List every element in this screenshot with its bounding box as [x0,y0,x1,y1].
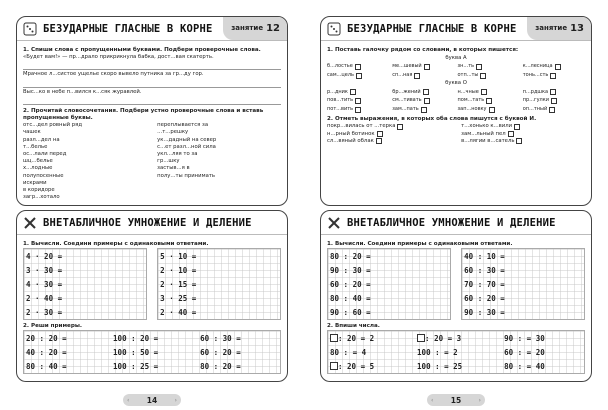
word-item [327,72,389,79]
phrase-item [461,123,520,130]
fill-text: 90 : = 30 [504,333,545,343]
word: пр...гулки [522,97,550,104]
example-row [24,359,280,373]
word-grid-o [327,89,585,114]
answer-box[interactable] [417,334,425,342]
fill-text: 80 : = 40 [504,361,545,371]
word-item [392,106,454,113]
answer-box[interactable] [330,334,338,342]
section-header [17,211,287,235]
example-column-right [157,248,281,320]
checkbox[interactable] [414,73,420,79]
phrase-item [327,123,396,130]
task-1-line-3: Выс...ко в небе п...вился к...сяк журавлей. [23,88,142,95]
word: отп...ты [457,72,479,79]
word-item [523,89,585,96]
phrase-item [327,138,386,145]
fill-example[interactable] [502,331,584,345]
fill-text: 100 : = 25 [417,361,463,371]
lesson-tab [527,16,592,40]
lesson-label: занятие [231,24,264,32]
right-page [304,0,608,410]
checkbox[interactable] [350,89,356,95]
task-1-title: 1. Поставь галочку рядом со словами, в которых пишется: [327,47,519,53]
answer-line[interactable] [23,79,281,88]
phrase-column-right [461,123,585,145]
checkbox[interactable] [486,98,492,104]
task-content [17,235,287,377]
checkbox[interactable] [397,124,403,130]
answer-box[interactable] [330,362,338,370]
example[interactable]: 2 · 15 = [160,279,197,289]
phrase: зам...льный пел [461,130,506,137]
lesson-label: занятие [535,24,568,32]
example[interactable]: 60 : 30 = [200,333,241,343]
chevron-left-icon: ‹ [431,396,434,404]
word-item [523,106,585,113]
lesson-box-bottom-left [16,210,288,382]
phrase: разл...дел на т...белье [23,136,60,150]
task-1-title: 1. Вычисли. Соедини примеры с одинаковыми ответами. [23,241,209,247]
example[interactable]: 4 · 20 = [26,251,63,261]
checkbox[interactable] [550,89,556,95]
phrase: с...ет разл...ной сила [157,143,216,150]
answer-line[interactable] [23,96,281,105]
word: пов...тить [327,97,354,104]
word-item [392,63,454,70]
word-item [327,97,389,104]
phrase: переплывается за ...т...решку [157,122,209,136]
phrase: ук...дадный на север [157,136,217,143]
fill-example[interactable] [502,345,584,359]
checkbox[interactable] [508,131,514,137]
word-item [458,72,520,79]
checkbox[interactable] [355,107,361,113]
checkbox[interactable] [355,98,361,104]
word: пом...тать [457,97,485,104]
word: пот...вить [327,105,354,112]
example[interactable]: 4 · 30 = [26,279,63,289]
dice-icon [21,20,39,38]
word: зам...пать [392,105,419,112]
fill-text: : 20 = 5 [338,361,375,371]
fill-example[interactable] [415,359,497,373]
section-header [321,17,591,41]
checkbox[interactable] [424,64,430,70]
word: п...рдшка [522,88,549,95]
fill-text: : 20 = 3 [425,333,462,343]
example[interactable]: 2 · 30 = [26,307,63,317]
phrase-column-left [327,123,451,145]
phrase: сл...вяный облак [327,137,374,144]
example[interactable]: 3 · 25 = [160,293,197,303]
page-number [123,394,181,406]
example-column-right [461,248,585,320]
section-header [321,211,591,235]
letter-a-label: буква А [445,55,467,62]
task-content [321,41,591,148]
example[interactable]: 2 · 10 = [160,265,197,275]
word: р...дник [327,88,348,95]
phrase-column-left [23,122,147,201]
example[interactable]: 2 · 40 = [160,307,197,317]
example[interactable]: 100 : 25 = [113,361,159,371]
section-title: ВНЕТАБЛИЧНОЕ УМНОЖЕНИЕ И ДЕЛЕНИЕ [347,216,556,229]
task-2-title: 2. Впиши числа. [327,323,380,330]
phrase-columns [327,123,585,145]
phrase: покр...вилась от ...терка [327,123,396,130]
example-column-left [327,248,451,320]
word: сам...цель [327,72,354,79]
fill-example[interactable] [502,359,584,373]
word: оп...тный [522,105,548,112]
example[interactable]: 40 : 20 = [26,347,67,357]
checkbox[interactable] [356,73,362,79]
word-item [458,106,520,113]
word-item [327,63,389,70]
example-column-left [23,248,147,320]
checkbox[interactable] [555,64,561,70]
phrase-columns [23,122,281,201]
example[interactable]: 80 : 40 = [330,293,371,303]
phrase: отс...дел ровный ряд чашек [23,122,82,136]
page-number-text: 15 [450,395,462,405]
task-1-title: 1. Спиши слова с пропущенными буквами. Подбери проверочные слова. [23,47,261,53]
fill-example[interactable] [328,331,410,345]
task-content [17,41,287,204]
fill-row [328,345,584,359]
word: б...лостье [327,63,353,70]
phrase-item [461,138,520,145]
example[interactable]: 90 : 60 = [330,307,371,317]
fill-rows [327,330,585,374]
example-row [24,345,280,359]
checkbox[interactable] [377,131,383,137]
checkbox[interactable] [551,98,557,104]
checkbox[interactable] [481,89,487,95]
phrase-item [327,131,386,138]
word: см...тивать [392,97,422,104]
fill-example[interactable] [328,345,410,359]
checkbox[interactable] [476,64,482,70]
task-2-title: 2. Реши примеры. [23,323,83,330]
word-item [392,72,454,79]
checkbox[interactable] [424,98,430,104]
checkbox[interactable] [423,89,429,95]
section-title: БЕЗУДАРНЫЕ ГЛАСНЫЕ В КОРНЕ [43,22,213,35]
fill-row [328,331,584,345]
checkbox[interactable] [421,107,427,113]
phrase: в коридоре загр...хотало [23,187,60,201]
multiply-icon [325,214,343,232]
answer-line[interactable] [23,61,281,70]
word-item [392,89,454,96]
phrase-item [461,131,520,138]
checkbox[interactable] [376,138,382,144]
example-row [24,331,280,345]
task-2-title: 2. Отметь выражения, в которых оба слова пишутся с буквой И. [327,116,537,123]
example[interactable]: 20 : 20 = [26,333,67,343]
example-columns [23,248,281,320]
word-item [327,89,389,96]
example[interactable]: 80 : 40 = [26,361,67,371]
word: зап...новку [457,105,487,112]
chevron-right-icon: › [174,396,177,404]
word: к...лесница [522,63,553,70]
example[interactable]: 60 : 20 = [200,347,241,357]
phrase: х...лодные полупосенные искрами [23,165,64,186]
lesson-box-top-left [16,16,288,206]
word: тонь...сть [522,72,549,79]
letter-o-label: буква О [445,80,467,87]
task-2-title: 2. Прочитай словосочетания. Подбери устно проверочные слова и вставь пропущенные буквы. [23,107,264,122]
task-1-title: 1. Вычисли. Соедини примеры с одинаковыми ответами. [327,241,513,247]
example-rows [23,330,281,374]
phrase: н...рный ботинок [327,130,375,137]
page-number-text: 14 [146,395,158,405]
word-item [327,106,389,113]
section-title: ВНЕТАБЛИЧНОЕ УМНОЖЕНИЕ И ДЕЛЕНИЕ [43,216,252,229]
fill-example[interactable] [328,359,410,373]
lesson-number: 12 [266,22,280,34]
example[interactable]: 3 · 30 = [26,265,63,275]
chevron-left-icon: ‹ [127,396,130,404]
word: н...чные [457,88,479,95]
example[interactable]: 100 : 50 = [113,347,159,357]
section-title: БЕЗУДАРНЫЕ ГЛАСНЫЕ В КОРНЕ [347,22,517,35]
example[interactable]: 90 : 30 = [330,265,371,275]
word-item [523,72,585,79]
word: зн...ть [457,63,475,70]
example[interactable]: 100 : 20 = [113,333,159,343]
word-item [458,89,520,96]
word: сп...ная [392,72,413,79]
word-item [458,97,520,104]
chevron-right-icon: › [478,396,481,404]
lesson-number: 13 [570,22,584,34]
lesson-tab [223,16,288,40]
fill-example[interactable] [415,345,497,359]
example[interactable]: 5 · 10 = [160,251,197,261]
word-item [523,63,585,70]
word-grid-a [327,63,585,79]
fill-text: 60 : = 20 [504,347,545,357]
task-content [321,235,591,377]
lesson-box-bottom-right [320,210,592,382]
fill-example[interactable] [415,331,497,345]
phrase: т...хонько к...вили [461,123,513,130]
example[interactable]: 40 : 10 = [464,251,505,261]
phrase: застыв...я в полу...ты принимать [157,165,216,179]
checkbox[interactable] [516,138,522,144]
example[interactable]: 60 : 20 = [464,293,505,303]
checkbox[interactable] [550,73,556,79]
example[interactable]: 60 : 20 = [330,279,371,289]
fill-text: 80 : = 4 [330,347,367,357]
checkbox[interactable] [514,124,520,130]
checkbox[interactable] [355,64,361,70]
example[interactable]: 2 · 40 = [26,293,63,303]
example[interactable]: 60 : 30 = [464,265,505,275]
phrase: укл...ляя то за гр...шку [157,151,198,165]
task-1-line-2: Мрачное л...систое ущелье скоро вывело путника за гр...ду гор. [23,71,204,78]
section-header [17,17,287,41]
multiply-icon [21,214,39,232]
checkbox[interactable] [480,73,486,79]
word: ме...шевый [392,63,422,70]
example[interactable]: 80 : 20 = [330,251,371,261]
phrase: в...лягии в...сатель [461,137,515,144]
example-columns [327,248,585,320]
dice-icon [325,20,343,38]
word: бр...жений [392,88,421,95]
checkbox[interactable] [549,107,555,113]
word-item [392,97,454,104]
lesson-box-top-right [320,16,592,206]
phrase: ос...лали перед шц...белье [23,151,67,165]
fill-text: : 20 = 2 [338,333,375,343]
example[interactable]: 90 : 30 = [464,307,505,317]
example[interactable]: 70 : 70 = [464,279,505,289]
word-item [458,63,520,70]
fill-row [328,359,584,373]
checkbox[interactable] [489,107,495,113]
fill-text: 100 : = 2 [417,347,458,357]
task-1-text: «Будет вам!» — пр...драло прикрикнула бабка, дост...вая скатерть. [23,54,214,61]
page-number [427,394,485,406]
phrase-column-right [157,122,281,201]
word-item [523,97,585,104]
example[interactable]: 80 : 20 = [200,361,241,371]
